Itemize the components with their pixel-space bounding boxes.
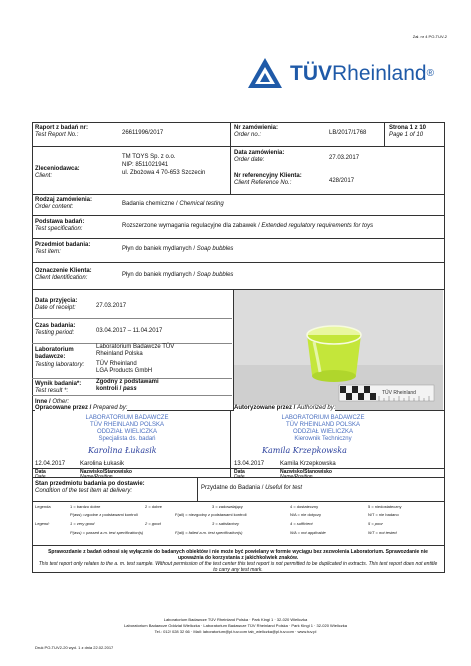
- form-code: Zał. nr 4 PO-TUV-2: [412, 34, 447, 39]
- order-label-en: Order no.:: [234, 132, 262, 138]
- logo-reg: ®: [426, 68, 434, 79]
- condition-label: Stan przedmiotu badania po dostawie:: [35, 481, 145, 487]
- receipt-date: 27.03.2017: [96, 303, 127, 309]
- authorized-signature: Kamila Krzepkowska: [262, 446, 347, 455]
- date-header-en-2: Date: [234, 474, 245, 480]
- receipt-label: Data przyjęcia:: [35, 298, 78, 304]
- result-label: Wynik badania*:: [35, 381, 82, 387]
- prepared-date: 12.04.2017: [35, 461, 66, 467]
- order-content-value: Badania chemiczne / Chemical testing: [122, 201, 224, 207]
- disclaimer-pl: Sprawozdanie z badań odnosi się wyłącznie do badanych obiektów i nie może być powielany w formie wyciągu bez zezwolenia Laboratorium. Sprawozdanie nie upoważnia do korzystania z jakichkolwiek znaków.: [48, 549, 428, 561]
- authorized-date: 13.04.2017: [234, 461, 265, 467]
- client-line-3: ul. Zbożowa 4 70-653 Szczecin: [122, 170, 206, 176]
- footer-line-2: Laboratorium Badawcze Oddział Wieliczka · Laboratorium Badawcze TÜV Rheinland Polska · Park Kingi 1 · 32-020 Wieliczka: [124, 623, 347, 628]
- order-number: LB/2017/1768: [329, 130, 367, 136]
- prepared-label: Opracowane przez / Prepared by:: [35, 405, 128, 411]
- item-label: Przedmiot badania:: [35, 242, 91, 248]
- lab-label: Laboratorium: [35, 347, 74, 353]
- result-line-2: kontroli / pass: [96, 386, 137, 392]
- order-content-label: Rodzaj zamówienia:: [35, 197, 93, 203]
- legend-r1-c3: 3 = zadowalający: [212, 504, 243, 509]
- spec-value: Rozszerzone wymagania regulacyjne dla zabawek / Extended regulatory requirements for toys: [122, 223, 374, 229]
- legend-r4-c3: N/A = not applicable: [290, 530, 326, 535]
- receipt-label-en: Date of receipt:: [35, 305, 76, 311]
- legend-r4-c1: P(ass) = passed a.m. test specification(s): [70, 530, 144, 535]
- tuv-logo: [246, 56, 446, 90]
- sample-photo: [234, 290, 443, 410]
- name-header-en: Name/Position: [80, 474, 113, 480]
- authorized-name: Kamila Krzepkowska: [280, 461, 336, 467]
- prepared-stamp: LABORATORIUM BADAWCZE TÜV RHEINLAND POLSKA ODDZIAŁ WIELICZKA Specjalista ds. badań: [85, 415, 169, 442]
- lab-pl-1: Laboratorium Badawcze TÜV: [96, 344, 175, 350]
- page-label: Strona 1 z 10: [389, 125, 427, 131]
- report-number: 26611996/2017: [122, 130, 164, 136]
- legend-label-en: Legend:: [35, 521, 50, 526]
- lab-label-2: badawcze:: [35, 354, 66, 360]
- lab-en-1: TÜV Rheinland: [96, 361, 137, 367]
- item-value: Płyn do baniek mydlanych / Soap bubbles: [122, 246, 234, 252]
- testing-period: 03.04.2017 – 11.04.2017: [96, 328, 163, 334]
- prepared-name: Karolina Łukasik: [80, 461, 125, 467]
- authorized-label: Autoryzowane przez / Authorized by:: [234, 405, 336, 411]
- report-label: Raport z badań nr:: [35, 125, 89, 131]
- lab-en-2: LGA Products GmbH: [96, 368, 153, 374]
- order-date: 27.03.2017: [329, 155, 360, 161]
- order-content-label-en: Order content:: [35, 204, 74, 210]
- lab-pl-2: Rheinland Polska: [96, 351, 143, 357]
- report-label-en: Test Report No.:: [35, 132, 79, 138]
- order-label: Nr zamówienia:: [234, 125, 279, 131]
- lab-label-en: Testing laboratory:: [35, 362, 85, 368]
- client-id-label-en: Client Identification:: [35, 275, 88, 281]
- result-pass: pass: [123, 386, 137, 392]
- legend-r1-c2: 2 = dobre: [145, 504, 163, 509]
- page-label-en: Page 1 of 10: [389, 132, 424, 138]
- result-label-en: Test result *:: [35, 388, 69, 394]
- testing-period-label: Czas badania:: [35, 323, 76, 329]
- legend-r3-c4: 4 = sufficient: [290, 521, 313, 526]
- client-line-1: TM TOYS Sp. z o.o.: [122, 154, 176, 160]
- date-header: Data: [35, 469, 46, 475]
- ruler-label: TÜV Rheinland: [382, 390, 416, 396]
- logo-tuv: TÜV: [290, 62, 332, 85]
- legend-r2-c4: N/T = nie badano: [368, 512, 399, 517]
- name-header-2: Nazwisko/Stanowisko: [280, 469, 332, 475]
- legend-r4-c4: N/T = not tested: [368, 530, 397, 535]
- legend-r3-c5: 5 = poor: [368, 521, 383, 526]
- legend-r3-c1: 1 = very good: [70, 521, 95, 526]
- condition-value: Przydatne do Badania / Useful for test: [201, 485, 303, 491]
- condition-label-en: Condition of the test item at delivery:: [35, 488, 133, 494]
- legend-r1-c4: 4 = dostateczny: [290, 504, 319, 509]
- client-label-en: Client:: [35, 173, 53, 179]
- client-ref-label-en: Client Reference No.:: [234, 180, 292, 186]
- other-label: Inne / Other:: [35, 399, 70, 405]
- order-date-label-en: Order date:: [234, 157, 265, 163]
- date-header-en: Date: [35, 474, 46, 480]
- client-label: Zleceniodawca:: [35, 166, 80, 172]
- name-header-en-2: Name/Position: [280, 474, 313, 480]
- spec-label: Podstawa badań:: [35, 219, 85, 225]
- date-header-2: Data: [234, 469, 245, 475]
- client-id-value: Płyn do baniek mydlanych / Soap bubbles: [122, 272, 234, 278]
- name-header: Nazwisko/Stanowisko: [80, 469, 132, 475]
- legend-label: Legenda: [35, 504, 51, 509]
- footer-line-1: Laboratorium Badawcze TÜV Rheinland Polska · Park Kingi 1 · 32-020 Wieliczka: [163, 617, 308, 622]
- testing-period-label-en: Testing period:: [35, 330, 75, 336]
- logo-rheinland: Rheinland: [332, 62, 427, 85]
- order-date-label: Data zamówienia:: [234, 150, 285, 156]
- doc-code: Druk PO-TUV2-20 wyd. 1 z dnia 22.02.2017: [35, 645, 114, 650]
- footer-line-3: Tel.: 012/ 028 32 66 · Mail: laboratorium@pl.tuv.com tab_wieliczka@pl.tuv.com · www.tuv.pl: [154, 629, 317, 634]
- legend-r3-c3: 3 = satisfactory: [212, 521, 240, 526]
- triangle-logo-icon: [246, 56, 284, 90]
- legend-r1-c1: 1 = bardzo dobre: [70, 504, 101, 509]
- client-line-2: NIP: 8511021941: [122, 162, 169, 168]
- legend-r2-c2: F(ail) = niezgodny z podstawami kontroli: [175, 512, 247, 517]
- item-label-en: Test item:: [35, 249, 61, 255]
- prepared-signature: Karolina Łukasik: [88, 446, 157, 455]
- result-line-1: Zgodny z podstawami: [96, 379, 159, 385]
- legend-r1-c5: 5 = niedostateczny: [368, 504, 402, 509]
- legend-r2-c3: N/A = nie dotyczy: [290, 512, 322, 517]
- client-id-label: Oznaczenie Klienta:: [35, 268, 92, 274]
- legend-r2-c1: P(ass) =zgodne z podstawami kontroli: [70, 512, 138, 517]
- authorized-stamp: LABORATORIUM BADAWCZE TÜV RHEINLAND POLSKA ODDZIAŁ WIELICZKA Kierownik Techniczny: [281, 415, 365, 442]
- client-ref-label: Nr referencyjny Klienta:: [234, 173, 302, 179]
- client-ref: 428/2017: [329, 178, 355, 184]
- disclaimer-en: This test report only relates to the a. m. test sample. Without permission of the test center this test report is not permitted to be duplicated in extracts. This test report does not entitle to carry any test mark.: [38, 561, 438, 573]
- legend-r4-c2: F(ail) = failed a.m. test specification(s): [175, 530, 243, 535]
- legend-r3-c2: 2 = good: [145, 521, 161, 526]
- spec-label-en: Test specification:: [35, 226, 83, 232]
